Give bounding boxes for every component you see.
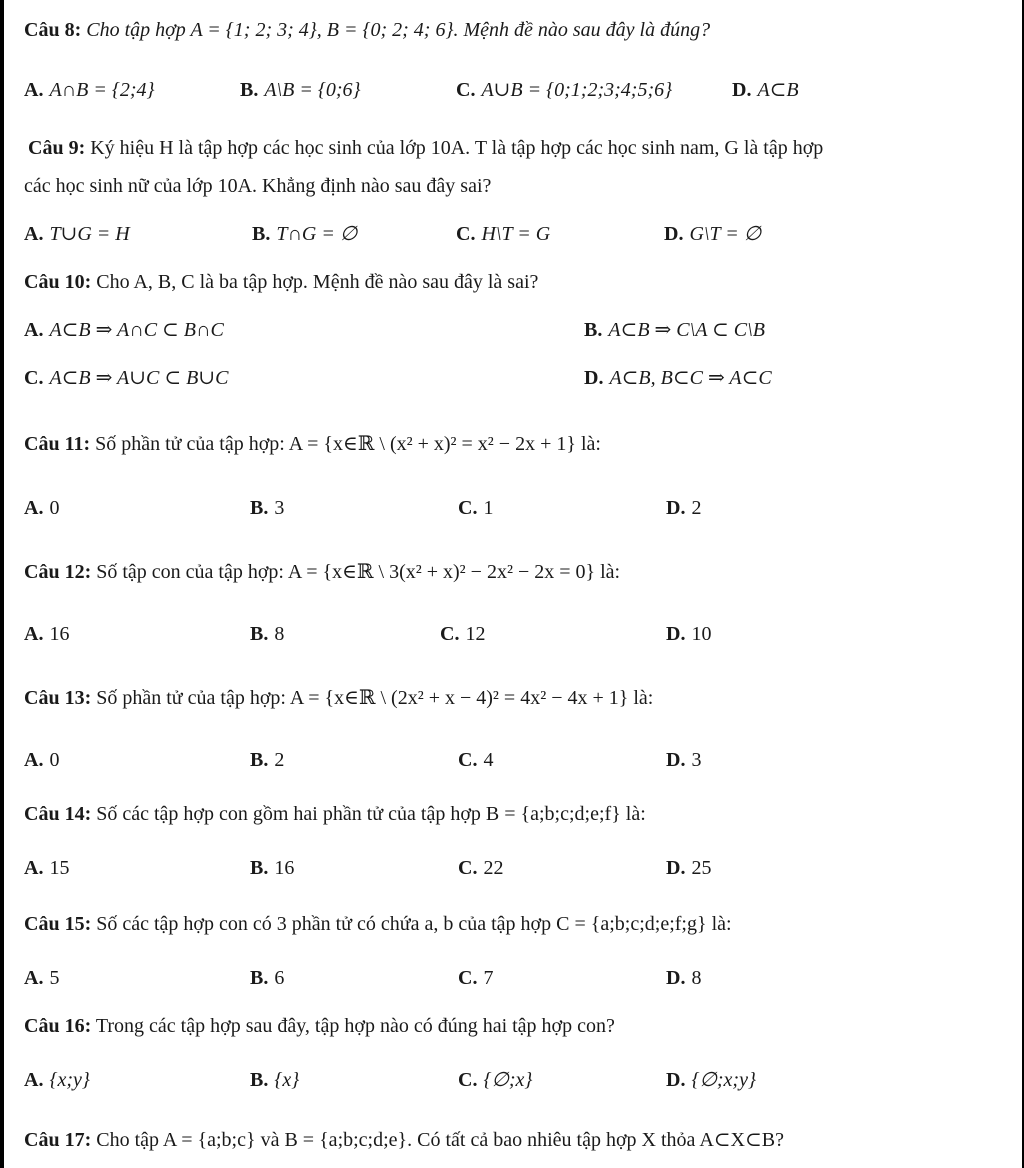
- question-10-option-b: [584, 318, 765, 342]
- question-13-option-b: [250, 748, 284, 772]
- option-text: 10: [691, 623, 712, 645]
- option-letter: D.: [664, 223, 684, 245]
- option-letter: B.: [250, 497, 269, 519]
- question-12-option-c: [440, 622, 485, 646]
- option-text: A⊂B ⇒ A∪C ⊂ B∪C: [49, 367, 229, 389]
- option-text: A∩B = {2;4}: [49, 79, 155, 101]
- option-text: 3: [274, 497, 285, 519]
- option-text: 16: [274, 857, 295, 879]
- option-text: 5: [49, 967, 60, 989]
- question-9-option-a: [24, 222, 130, 246]
- option-letter: C.: [458, 857, 478, 879]
- option-text: 2: [274, 749, 285, 771]
- option-letter: C.: [458, 497, 478, 519]
- question-16-stem: [24, 1014, 615, 1038]
- question-12-option-b: [250, 622, 284, 646]
- option-letter: C.: [440, 623, 460, 645]
- question-13-option-a: [24, 748, 59, 772]
- question-14-label: Câu 14:: [24, 803, 92, 825]
- question-10-option-d: [584, 366, 772, 390]
- question-8-option-c: [456, 78, 672, 102]
- option-letter: A.: [24, 967, 44, 989]
- option-letter: D.: [732, 79, 752, 101]
- option-text: A⊂B: [757, 79, 799, 101]
- option-text: {x}: [274, 1069, 300, 1091]
- question-15-label: Câu 15:: [24, 913, 92, 935]
- option-text: 6: [274, 967, 285, 989]
- option-text: 15: [49, 857, 70, 879]
- option-text: {x;y}: [49, 1069, 90, 1091]
- question-11-option-b: [250, 496, 284, 520]
- option-letter: D.: [584, 367, 604, 389]
- option-text: 22: [483, 857, 504, 879]
- option-letter: A.: [24, 79, 44, 101]
- question-16-option-b: [250, 1068, 299, 1092]
- question-11-option-d: [666, 496, 701, 520]
- option-letter: B.: [250, 749, 269, 771]
- option-letter: B.: [250, 857, 269, 879]
- question-9-label: Câu 9:: [28, 137, 86, 159]
- option-letter: D.: [666, 623, 686, 645]
- option-text: 4: [483, 749, 494, 771]
- option-text: 7: [483, 967, 494, 989]
- question-15-option-d: [666, 966, 701, 990]
- question-12-option-a: [24, 622, 69, 646]
- option-letter: D.: [666, 967, 686, 989]
- option-text: A⊂B ⇒ C\A ⊂ C\B: [608, 319, 765, 341]
- question-12-text: Số tập con của tập hợp: A = {x∈ℝ \ 3(x² + x)² − 2x² − 2x = 0} là:: [96, 561, 621, 583]
- option-letter: B.: [240, 79, 259, 101]
- question-13-stem: [24, 686, 653, 710]
- option-letter: A.: [24, 857, 44, 879]
- question-9-option-c: [456, 222, 550, 246]
- question-9-text-line1: Ký hiệu H là tập hợp các học sinh của lớp 10A. T là tập hợp các học sinh nam, G là tập hợp: [90, 137, 824, 159]
- question-12-stem: [24, 560, 620, 584]
- option-text: 8: [274, 623, 285, 645]
- option-text: T∩G = ∅: [276, 223, 358, 245]
- option-letter: D.: [666, 857, 686, 879]
- option-text: {∅;x}: [483, 1069, 533, 1091]
- question-14-option-c: [458, 856, 503, 880]
- option-letter: B.: [584, 319, 603, 341]
- question-8-text: Cho tập hợp A = {1; 2; 3; 4}, B = {0; 2; 4; 6}. Mệnh đề nào sau đây là đúng?: [86, 19, 711, 41]
- option-text: 16: [49, 623, 70, 645]
- question-10-stem: [24, 270, 538, 294]
- option-text: 12: [465, 623, 486, 645]
- option-letter: C.: [458, 967, 478, 989]
- question-12-label: Câu 12:: [24, 561, 92, 583]
- option-text: 0: [49, 749, 60, 771]
- question-13-option-c: [458, 748, 493, 772]
- option-letter: A.: [24, 497, 44, 519]
- question-15-text: Số các tập hợp con có 3 phần tử có chứa a, b của tập hợp C = {a;b;c;d;e;f;g} là:: [96, 913, 732, 935]
- option-text: 2: [691, 497, 702, 519]
- question-13-option-d: [666, 748, 701, 772]
- option-letter: C.: [24, 367, 44, 389]
- question-10-option-c: [24, 366, 228, 390]
- question-15-stem: [24, 912, 732, 936]
- question-11-stem: [24, 432, 601, 456]
- question-17-label: Câu 17:: [24, 1129, 92, 1151]
- option-text: A\B = {0;6}: [264, 79, 361, 101]
- question-14-text: Số các tập hợp con gồm hai phần tử của tập hợp B = {a;b;c;d;e;f} là:: [96, 803, 646, 825]
- question-15-option-a: [24, 966, 59, 990]
- question-16-label: Câu 16:: [24, 1015, 92, 1037]
- question-13-label: Câu 13:: [24, 687, 92, 709]
- question-16-text: Trong các tập hợp sau đây, tập hợp nào có đúng hai tập hợp con?: [95, 1015, 615, 1037]
- question-8-option-b: [240, 78, 361, 102]
- question-8-option-a: [24, 78, 154, 102]
- question-11-option-c: [458, 496, 493, 520]
- question-14-option-a: [24, 856, 69, 880]
- option-letter: A.: [24, 1069, 44, 1091]
- option-text: {∅;x;y}: [691, 1069, 756, 1091]
- question-15-option-c: [458, 966, 493, 990]
- question-10-text: Cho A, B, C là ba tập hợp. Mệnh đề nào sau đây là sai?: [96, 271, 539, 293]
- option-letter: B.: [250, 1069, 269, 1091]
- option-letter: C.: [458, 1069, 478, 1091]
- question-16-option-a: [24, 1068, 90, 1092]
- option-letter: C.: [458, 749, 478, 771]
- question-8-option-d: [732, 78, 799, 102]
- option-text: G\T = ∅: [689, 223, 762, 245]
- option-letter: B.: [250, 967, 269, 989]
- option-letter: A.: [24, 319, 44, 341]
- option-letter: A.: [24, 623, 44, 645]
- question-15-option-b: [250, 966, 284, 990]
- question-14-option-b: [250, 856, 294, 880]
- option-letter: A.: [24, 749, 44, 771]
- option-text: A∪B = {0;1;2;3;4;5;6}: [481, 79, 673, 101]
- question-17-stem: [24, 1128, 784, 1152]
- option-text: 1: [483, 497, 494, 519]
- question-16-option-c: [458, 1068, 532, 1092]
- option-text: 0: [49, 497, 60, 519]
- question-13-text: Số phần tử của tập hợp: A = {x∈ℝ \ (2x² + x − 4)² = 4x² − 4x + 1} là:: [96, 687, 654, 709]
- question-9-text-line2: các học sinh nữ của lớp 10A. Khẳng định nào sau đây sai?: [24, 175, 492, 197]
- option-text: T∪G = H: [49, 223, 130, 245]
- option-text: A⊂B ⇒ A∩C ⊂ B∩C: [49, 319, 224, 341]
- option-letter: C.: [456, 223, 476, 245]
- option-letter: D.: [666, 1069, 686, 1091]
- option-letter: D.: [666, 749, 686, 771]
- question-16-option-d: [666, 1068, 756, 1092]
- question-10-label: Câu 10:: [24, 271, 92, 293]
- option-text: 3: [691, 749, 702, 771]
- question-14-stem: [24, 802, 646, 826]
- question-11-option-a: [24, 496, 59, 520]
- option-text: 8: [691, 967, 702, 989]
- option-text: H\T = G: [481, 223, 551, 245]
- question-9-stem-line1: [28, 136, 823, 160]
- question-9-option-d: [664, 222, 761, 246]
- document-page: [4, 0, 1022, 1168]
- option-letter: C.: [456, 79, 476, 101]
- question-9-option-b: [252, 222, 357, 246]
- question-11-label: Câu 11:: [24, 433, 91, 455]
- question-17-text: Cho tập A = {a;b;c} và B = {a;b;c;d;e}. Có tất cả bao nhiêu tập hợp X thỏa A⊂X⊂B?: [96, 1129, 784, 1151]
- option-text: 25: [691, 857, 712, 879]
- option-letter: D.: [666, 497, 686, 519]
- question-9-stem-line2: [24, 174, 491, 198]
- question-14-option-d: [666, 856, 711, 880]
- question-12-option-d: [666, 622, 711, 646]
- option-letter: B.: [250, 623, 269, 645]
- option-text: A⊂B, B⊂C ⇒ A⊂C: [609, 367, 772, 389]
- question-10-option-a: [24, 318, 224, 342]
- question-8-label: Câu 8:: [24, 19, 82, 41]
- question-11-text: Số phần tử của tập hợp: A = {x∈ℝ \ (x² + x)² = x² − 2x + 1} là:: [95, 433, 601, 455]
- option-letter: B.: [252, 223, 271, 245]
- question-8-stem: [24, 18, 710, 42]
- option-letter: A.: [24, 223, 44, 245]
